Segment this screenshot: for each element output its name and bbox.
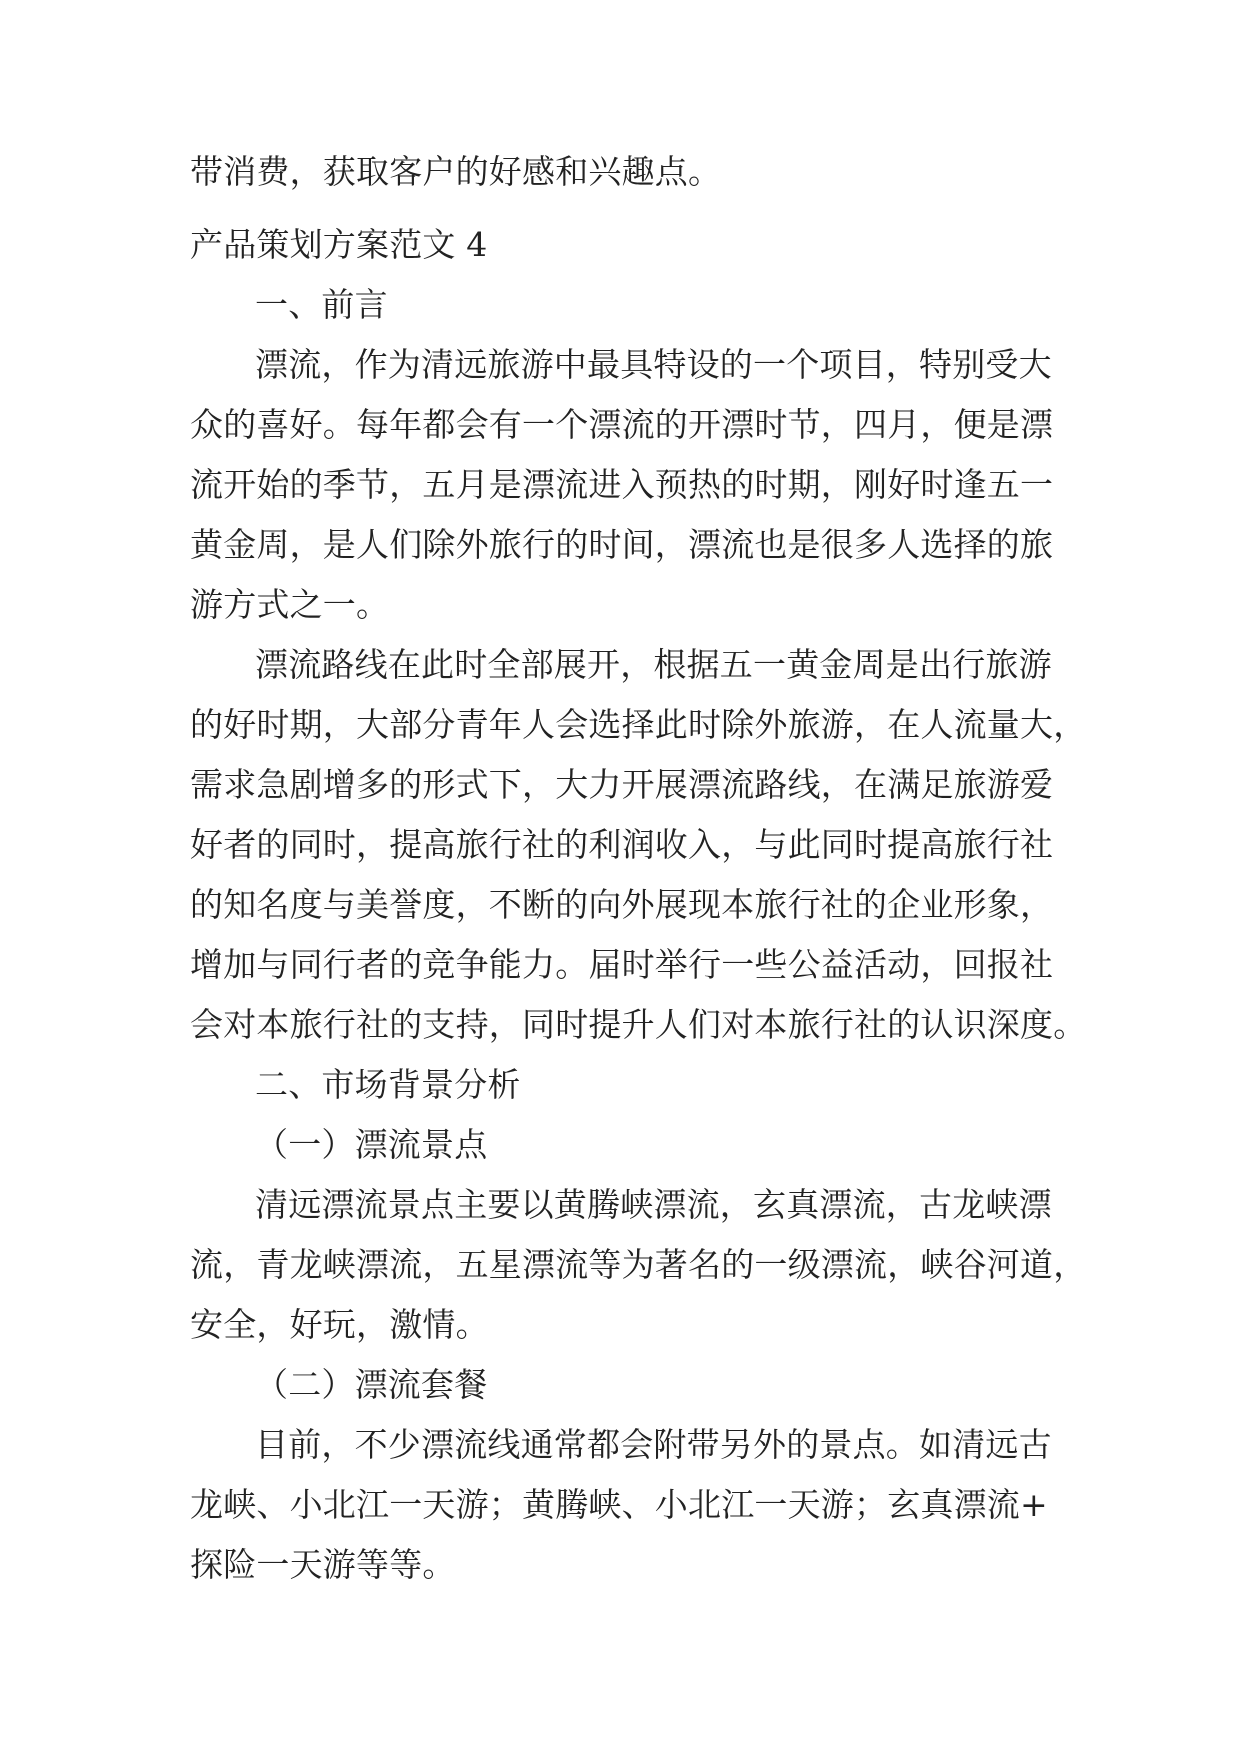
para2-line-5: 的知名度与美誉度，不断的向外展现本旅行社的企业形象，	[190, 885, 1054, 924]
para2-line-6: 增加与同行者的竞争能力。届时举行一些公益活动，回报社	[190, 945, 1054, 984]
para1-line-3: 流开始的季节，五月是漂流进入预热的时期，刚好时逢五一	[190, 465, 1054, 504]
subsection-1-heading: （一）漂流景点	[255, 1125, 488, 1164]
document-title: 产品策划方案范文 4	[190, 225, 488, 264]
subsection-2-heading: （二）漂流套餐	[255, 1365, 488, 1404]
para2-line-1: 漂流路线在此时全部展开，根据五一黄金周是出行旅游	[255, 645, 1052, 684]
para2-line-4: 好者的同时，提高旅行社的利润收入，与此同时提高旅行社	[190, 825, 1054, 864]
para1-line-5: 游方式之一。	[190, 585, 390, 624]
sub1-para-line-1: 清远漂流景点主要以黄腾峡漂流，玄真漂流，古龙峡漂	[255, 1185, 1052, 1224]
para1-line-2: 众的喜好。每年都会有一个漂流的开漂时节，四月，便是漂	[190, 405, 1054, 444]
sub2-para-line-2: 龙峡、小北江一天游；黄腾峡、小北江一天游；玄真漂流+	[190, 1485, 1048, 1524]
sub2-para-line-3: 探险一天游等等。	[190, 1545, 456, 1584]
para2-line-2: 的好时期，大部分青年人会选择此时除外旅游，在人流量大，	[190, 705, 1087, 744]
section-1-heading: 一、前言	[255, 285, 388, 324]
sub2-para-line-1: 目前，不少漂流线通常都会附带另外的景点。如清远古	[255, 1425, 1052, 1464]
para2-line-3: 需求急剧增多的形式下，大力开展漂流路线，在满足旅游爱	[190, 765, 1054, 804]
intro-tail-line: 带消费，获取客户的好感和兴趣点。	[190, 152, 722, 191]
para1-line-4: 黄金周，是人们除外旅行的时间，漂流也是很多人选择的旅	[190, 525, 1054, 564]
para2-line-7: 会对本旅行社的支持，同时提升人们对本旅行社的认识深度。	[190, 1005, 1087, 1044]
sub1-para-line-2: 流，青龙峡漂流，五星漂流等为著名的一级漂流，峡谷河道，	[190, 1245, 1087, 1284]
sub1-para-line-3: 安全，好玩，激情。	[190, 1305, 489, 1344]
section-2-heading: 二、市场背景分析	[255, 1065, 521, 1104]
para1-line-1: 漂流，作为清远旅游中最具特设的一个项目，特别受大	[255, 345, 1052, 384]
